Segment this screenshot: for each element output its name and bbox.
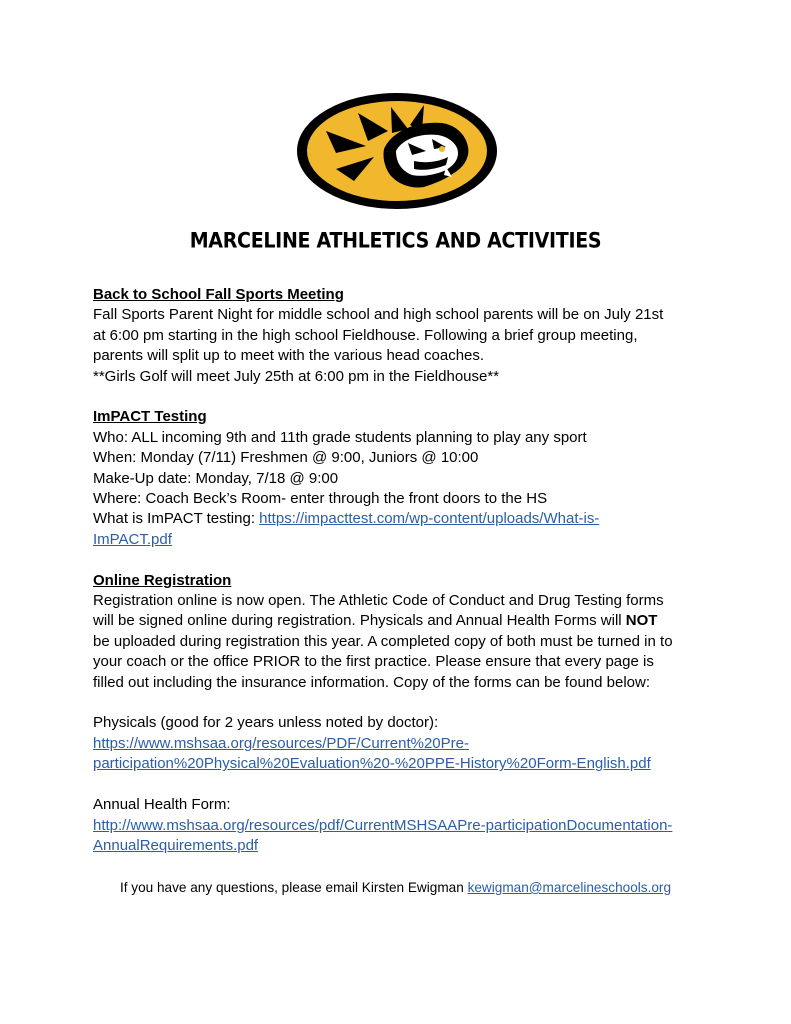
impact-link-continued[interactable]: ImPACT.pdf: [93, 530, 172, 548]
physicals-link-wrap-2: [93, 754, 713, 774]
registration-not-emphasis: NOT: [625, 612, 658, 630]
tiger-logo: [296, 91, 498, 211]
impact-what-label: What is ImPACT testing:: [93, 510, 260, 528]
registration-heading: Online Registration: [93, 571, 232, 589]
health-form-link-wrap-2: [93, 836, 713, 856]
health-form-section: [93, 795, 713, 856]
page-title: MARCELINE ATHLETICS AND ACTIVITIES: [189, 228, 602, 254]
impact-makeup: Make-Up date: Monday, 7/18 @ 9:00: [93, 469, 339, 487]
impact-section: [93, 407, 713, 550]
fall-meeting-section: [93, 285, 713, 387]
registration-line: [93, 611, 713, 631]
health-form-link-continued[interactable]: AnnualRequirements.pdf: [93, 836, 259, 854]
impact-when: When: Monday (7/11) Freshmen @ 9:00, Juniors @ 10:00: [93, 449, 479, 467]
impact-heading: ImPACT Testing: [93, 408, 207, 426]
health-form-link-wrap: [93, 816, 713, 836]
registration-line: filled out including the insurance information. Copy of the forms can be found below:: [93, 673, 650, 691]
document-body: [93, 285, 713, 877]
impact-who: Who: ALL incoming 9th and 11th grade students planning to play any sport: [93, 428, 587, 446]
tiger-head-icon: [296, 91, 498, 211]
health-form-link[interactable]: http://www.mshsaa.org/resources/pdf/CurrentMSHSAAPre-participationDocumentation-: [93, 816, 673, 834]
fall-meeting-line: Fall Sports Parent Night for middle school and high school parents will be on July 21st: [93, 306, 664, 324]
fall-meeting-line: at 6:00 pm starting in the high school Fieldhouse. Following a brief group meeting,: [93, 326, 638, 344]
physicals-link[interactable]: https://www.mshsaa.org/resources/PDF/Current%20Pre-: [93, 734, 469, 752]
contact-footer: [0, 880, 791, 895]
fall-meeting-line: parents will split up to meet with the various head coaches.: [93, 347, 485, 365]
fall-meeting-heading: Back to School Fall Sports Meeting: [93, 286, 344, 303]
impact-link-wrap: [93, 530, 713, 550]
girls-golf-note: **Girls Golf will meet July 25th at 6:00 pm in the Fieldhouse**: [93, 367, 500, 385]
registration-line: Registration online is now open. The Athletic Code of Conduct and Drug Testing forms: [93, 592, 664, 610]
registration-line-text: will be signed online during registration. Physicals and Annual Health Forms will: [93, 612, 626, 630]
impact-link[interactable]: https://impacttest.com/wp-content/uploads/What-is-: [259, 510, 600, 528]
contact-email-link[interactable]: kewigman@marcelineschools.org: [467, 880, 672, 895]
physicals-section: [93, 713, 713, 774]
impact-what: [93, 509, 713, 529]
footer-text: If you have any questions, please email Kirsten Ewigman: [119, 880, 468, 895]
registration-section: [93, 571, 713, 693]
physicals-label: Physicals (good for 2 years unless noted by doctor):: [93, 714, 439, 732]
registration-line: be uploaded during registration this year. A completed copy of both must be turned in to: [93, 632, 673, 650]
physicals-link-continued[interactable]: participation%20Physical%20Evaluation%20-%20PPE-History%20Form-English.pdf: [93, 755, 651, 773]
registration-line: your coach or the office PRIOR to the first practice. Please ensure that every page is: [93, 653, 654, 671]
physicals-link-wrap: [93, 734, 713, 754]
impact-where: Where: Coach Beck’s Room- enter through the front doors to the HS: [93, 490, 548, 508]
health-form-label: Annual Health Form:: [93, 796, 231, 814]
